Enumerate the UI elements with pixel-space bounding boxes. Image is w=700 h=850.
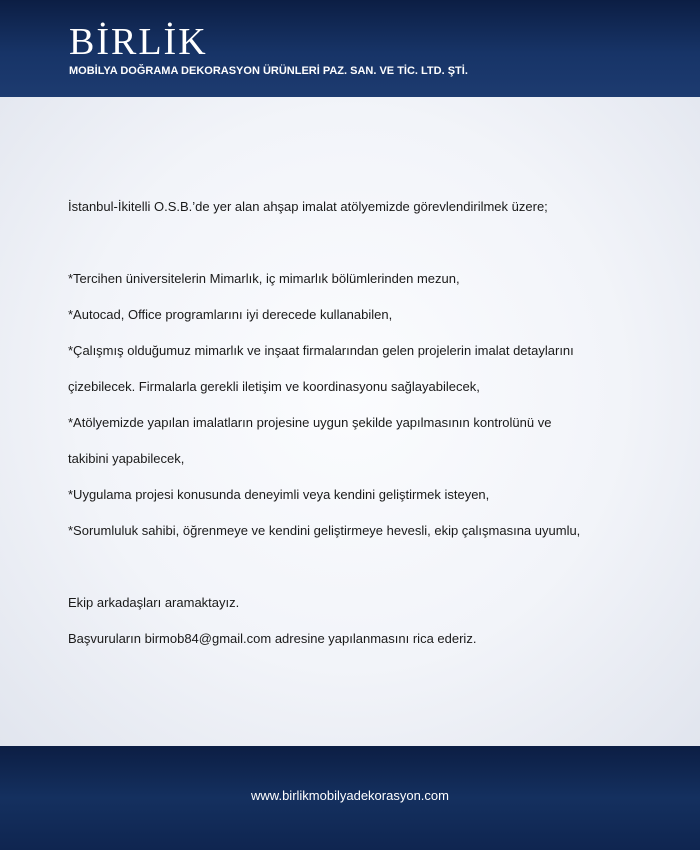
requirement-line: çizebilecek. Firmalarla gerekli iletişim ve koordinasyonu sağlayabilecek, [68,379,480,394]
job-posting-text [68,189,648,657]
job-posting-body [0,97,700,746]
requirement-line: *Tercihen üniversitelerin Mimarlık, iç mimarlık bölümlerinden mezun, [68,271,460,286]
requirement-line: *Sorumluluk sahibi, öğrenmeye ve kendini geliştirmeye hevesli, ekip çalışmasına uyumlu, [68,523,581,538]
requirement-line: *Atölyemizde yapılan imalatların projesine uygun şekilde yapılmasının kontrolünü ve [68,415,552,430]
spacer [68,549,648,585]
company-tagline: MOBİLYA DOĞRAMA DEKORASYON ÜRÜNLERİ PAZ. SAN. VE TİC. LTD. ŞTİ. [69,65,468,77]
requirement-line: *Uygulama projesi konusunda deneyimli veya kendini geliştirmek isteyen, [68,487,490,502]
application-text: Başvuruların birmob84@gmail.com adresine yapılanmasını rica ederiz. [68,631,477,646]
company-logo: BİRLİK [69,21,208,63]
spacer [68,225,648,261]
requirement-line: *Autocad, Office programlarını iyi derecede kullanabilen, [68,307,393,322]
footer-banner [0,746,700,850]
closing-text: Ekip arkadaşları aramaktayız. [68,595,240,610]
requirement-line: *Çalışmış olduğumuz mimarlık ve inşaat firmalarından gelen projelerin imalat detaylarını [68,343,574,358]
website-link[interactable]: www.birlikmobilyadekorasyon.com [251,788,449,803]
intro-text: İstanbul-İkitelli O.S.B.’de yer alan ahşap imalat atölyemizde görevlendirilmek üzere; [68,199,548,214]
requirement-line: takibini yapabilecek, [68,451,185,466]
header-banner [0,0,700,97]
